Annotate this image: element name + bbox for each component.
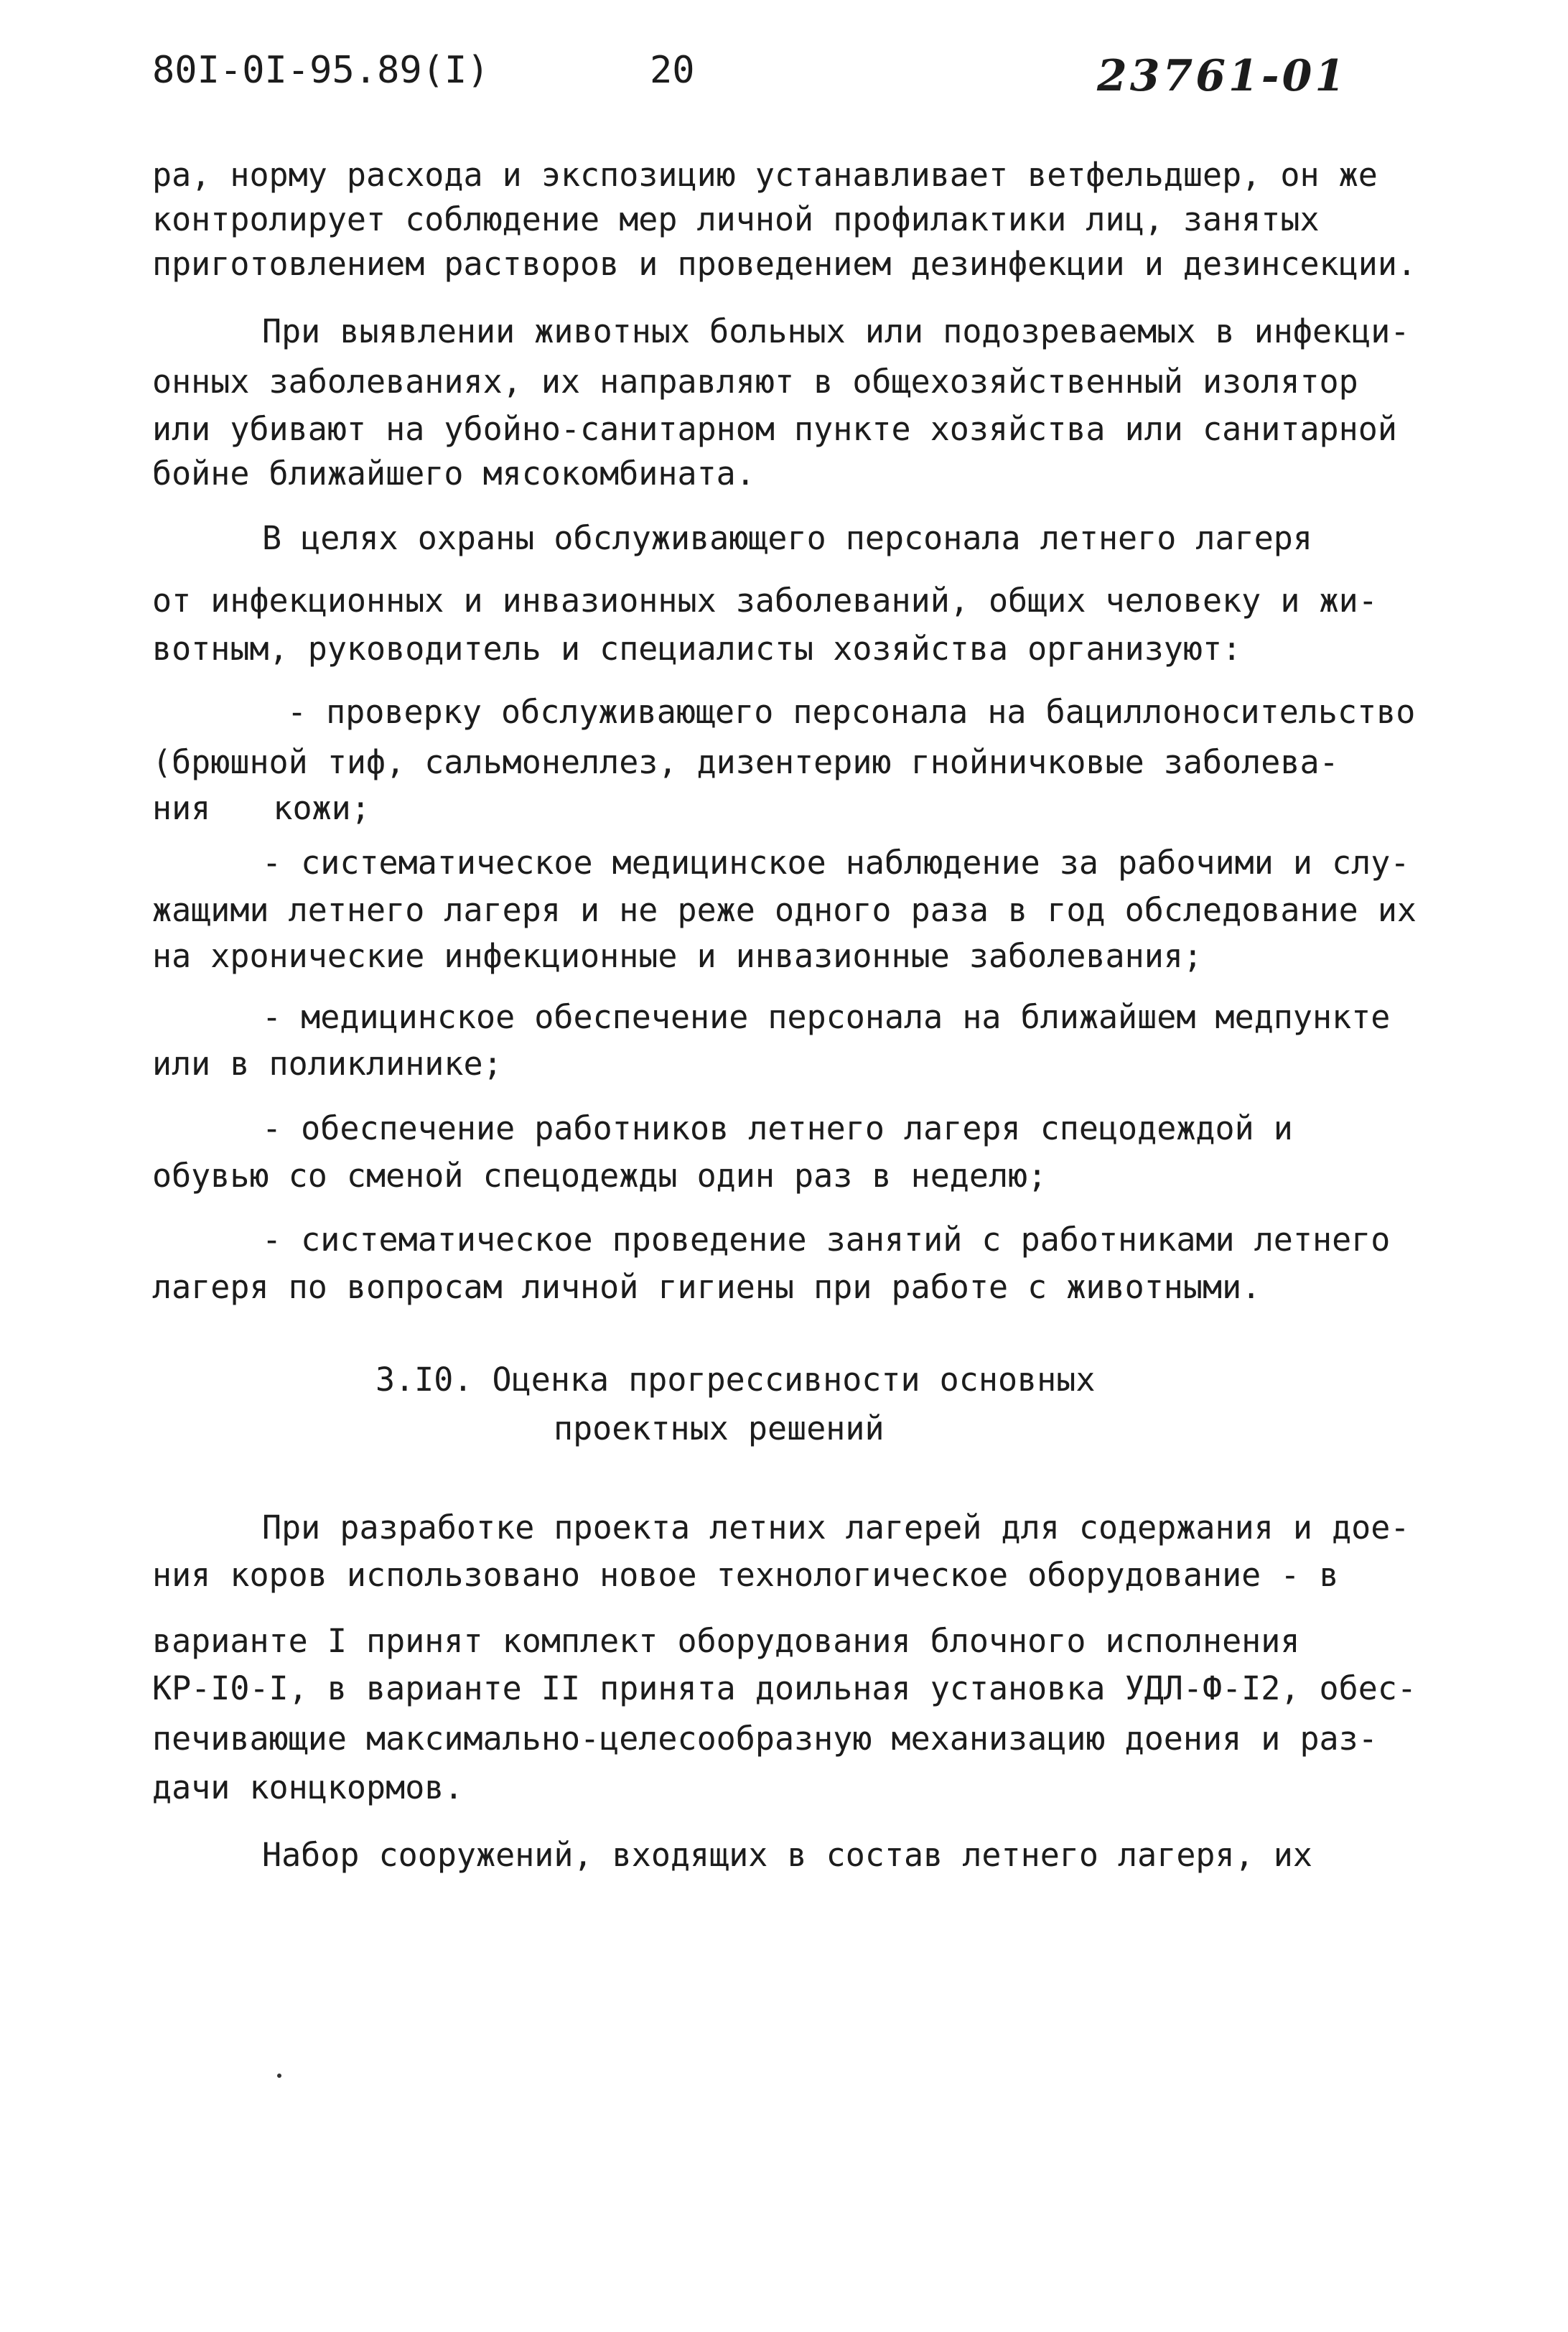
body-line: или в поликлинике; [152, 1045, 503, 1083]
body-line: бойне ближайшего мясокомбината. [152, 454, 755, 493]
body-line: вотным, руководитель и специалисты хозяйства организуют: [152, 630, 1242, 668]
section-heading: 3.I0. Оценка прогрессивности основных [375, 1361, 1096, 1399]
body-line: Набор сооружений, входящих в состав летнего лагеря, их [262, 1836, 1312, 1874]
body-line: ния коров использовано новое технологическое оборудование - в [152, 1556, 1339, 1594]
page-number: 20 [650, 49, 695, 92]
body-line: При выявлении животных больных или подозреваемых в инфекци- [262, 312, 1410, 350]
body-line: онных заболеваниях, их направляют в общехозяйственный изолятор [152, 363, 1358, 401]
body-line: ния кожи; [152, 789, 370, 827]
body-line: печивающие максимально-целесообразную механизацию доения и раз- [152, 1720, 1378, 1758]
list-item: - обеспечение работников летнего лагеря спецодеждой и [262, 1109, 1293, 1147]
list-item: - систематическое проведение занятий с работниками летнего [262, 1221, 1391, 1259]
body-line: варианте I принят комплект оборудования блочного исполнения [152, 1622, 1300, 1660]
body-line: приготовлением растворов и проведением дезинфекции и дезинсекции. [152, 245, 1417, 283]
body-line: обувью со сменой спецодежды один раз в неделю; [152, 1157, 1047, 1195]
list-item: - систематическое медицинское наблюдение за рабочими и слу- [262, 844, 1410, 882]
body-line: дачи концкормов. [152, 1768, 464, 1806]
ink-dot [277, 2074, 281, 2078]
body-line: на хронические инфекционные и инвазионные заболевания; [152, 937, 1203, 975]
body-line: ра, норму расхода и экспозицию устанавливает ветфельдшер, он же [152, 156, 1378, 194]
body-line: контролирует соблюдение мер личной профилактики лиц, занятых [152, 200, 1320, 238]
list-item: - проверку обслуживающего персонала на бациллоносительство [287, 693, 1416, 731]
body-line: лагеря по вопросам личной гигиены при работе с животными. [152, 1268, 1261, 1306]
body-line: (брюшной тиф, сальмонеллез, дизентерию гнойничковые заболева- [152, 743, 1339, 781]
body-line: В целях охраны обслуживающего персонала летнего лагеря [262, 519, 1312, 557]
section-heading: проектных решений [554, 1409, 885, 1447]
body-line: или убивают на убойно-санитарном пункте хозяйства или санитарной [152, 410, 1397, 448]
body-line: жащими летнего лагеря и не реже одного раза в год обследование их [152, 891, 1417, 929]
body-line: от инфекционных и инвазионных заболеваний, общих человеку и жи- [152, 582, 1378, 620]
body-line: КР-I0-I, в варианте II принята доильная установка УДЛ-Ф-I2, обес- [152, 1669, 1417, 1707]
handwritten-stamp: 23761-01 [1097, 51, 1348, 101]
document-code: 80I-0I-95.89(I) [152, 49, 490, 92]
body-line: При разработке проекта летних лагерей для содержания и дое- [262, 1508, 1410, 1547]
list-item: - медицинское обеспечение персонала на ближайшем медпункте [262, 998, 1391, 1036]
